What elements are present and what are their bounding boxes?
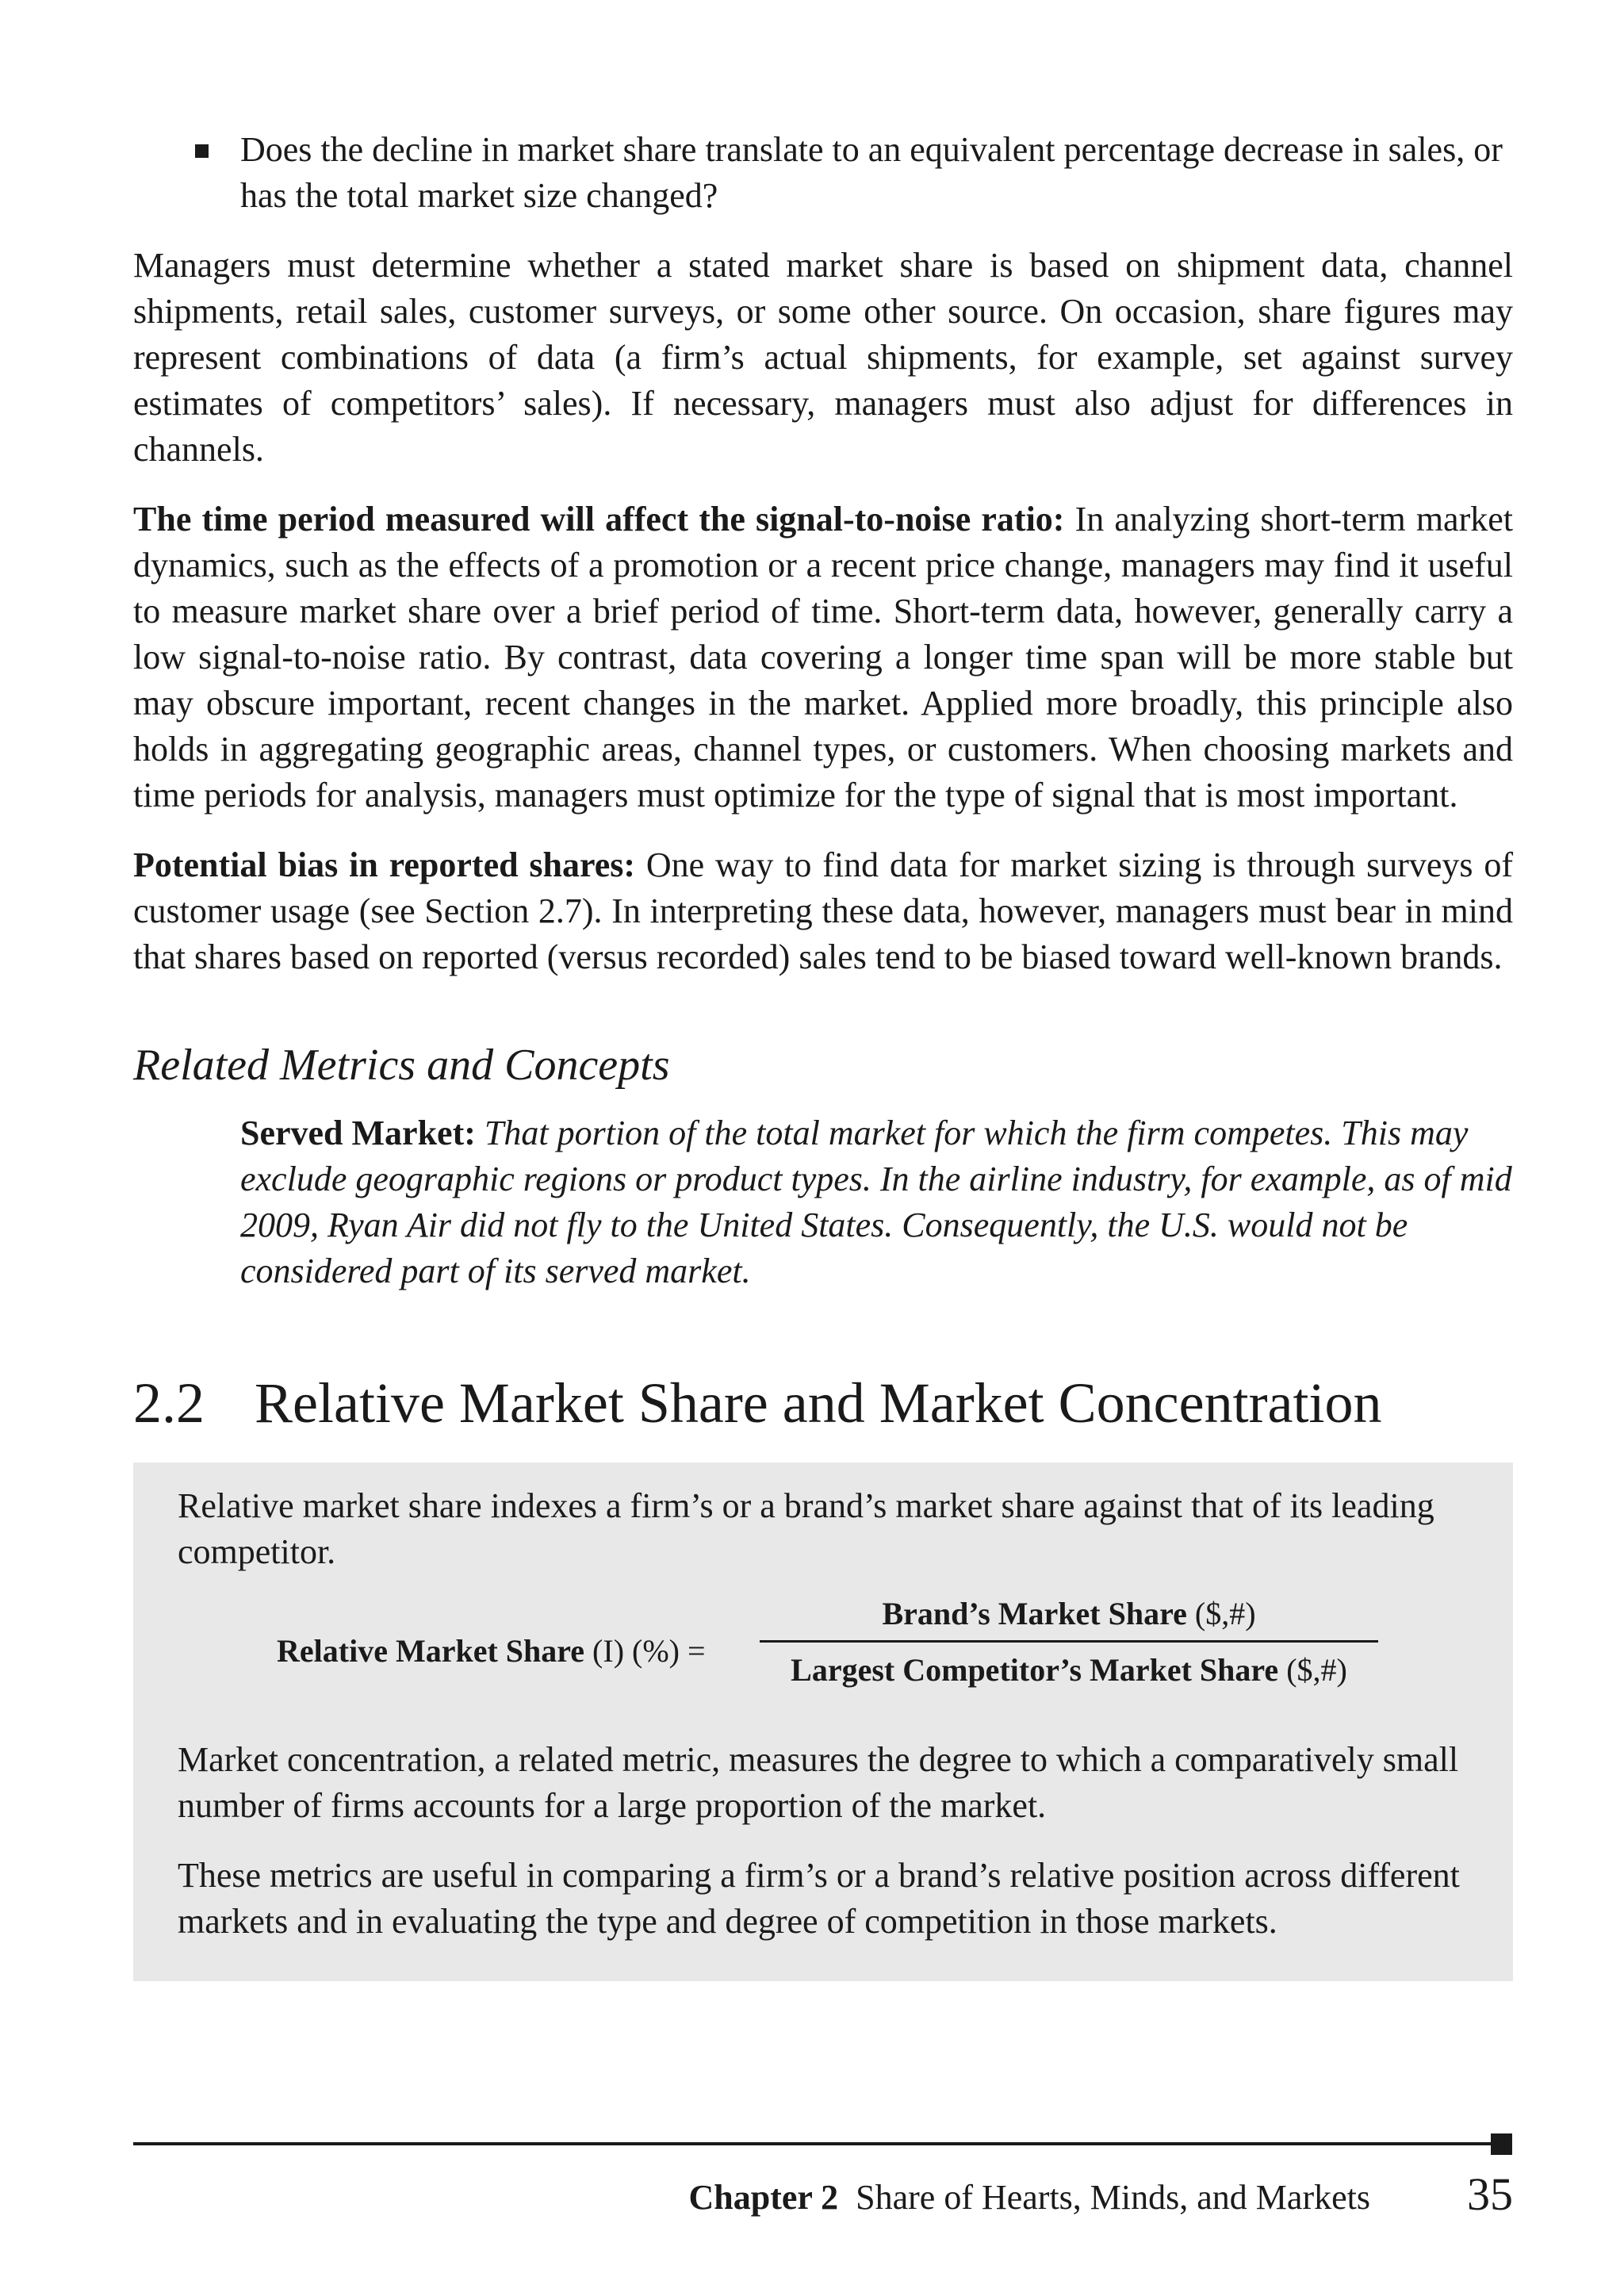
footer-chapter-title: Share of Hearts, Minds, and Markets (856, 2178, 1370, 2217)
bullet-item (133, 127, 1513, 219)
paragraph-time-period (133, 496, 1513, 818)
bullet-text: Does the decline in market share translate to an equivalent percentage decrease in sales, or has the total market size changed? (240, 130, 1503, 215)
formula-lhs-plain: (I) (%) = (592, 1633, 706, 1669)
footer-rule (133, 2142, 1494, 2145)
fraction-bar (760, 1640, 1378, 1643)
formula-denominator (760, 1647, 1378, 1693)
relative-share-formula (178, 1591, 1469, 1710)
footer-square-icon (1491, 2133, 1512, 2155)
paragraph-body: One way to find data for market sizing is through surveys of customer usage (see Section 2.7). In interpreting these data, however, managers must bear in mind that shares based on reported (versus recorded) sales tend to be biased toward well-known brands. (133, 845, 1513, 976)
formula-fraction (760, 1591, 1378, 1693)
served-market-term: Served Market: (240, 1114, 476, 1152)
paragraph-bias (133, 842, 1513, 980)
formula-lhs-bold: Relative Market Share (277, 1633, 593, 1669)
square-bullet-icon (195, 144, 209, 158)
page-body (133, 127, 1513, 1981)
served-market-text: That portion of the total market for which the firm competes. This may exclude geographic regions or product types. In the airline industry, for example, as of mid 2009, Ryan Air did not fly to the United States. Consequently, the U.S. would not be considered part of its served market. (240, 1114, 1512, 1290)
paragraph-data-sources: Managers must determine whether a stated market share is based on shipment data, channel shipments, retail sales, customer surveys, or some other source. On occasion, share figures may represent combinations of data (a firm’s actual shipments, for example, set against survey estimates of competitors’ sales). If necessary, managers must also adjust for differences in channels. (133, 246, 1513, 469)
paragraph-lead: Potential bias in reported shares: (133, 845, 636, 884)
page-number: 35 (1467, 2168, 1513, 2220)
box-usefulness: These metrics are useful in comparing a firm’s or a brand’s relative position across different markets and in evaluating the type and degree of competition in those markets. (178, 1856, 1460, 1941)
denominator-bold: Largest Competitor’s Market Share (791, 1652, 1287, 1688)
section-number: 2.2 (133, 1371, 205, 1435)
paragraph-body: In analyzing short-term market dynamics, such as the effects of a promotion or a recent price change, managers may find it useful to measure market share over a brief period of time. Short-term data, however, generally carry a low signal-to-noise ratio. By contrast, data covering a longer time span will be more stable but may obscure important, recent changes in the market. Applied more broadly, this principle also holds in aggregating geographic areas, channel types, or customers. When choosing markets and time periods for analysis, managers must optimize for the type of signal that is most important. (133, 500, 1513, 815)
numerator-plain: ($,#) (1194, 1596, 1256, 1631)
summary-box (133, 1463, 1513, 1981)
running-footer (689, 2175, 1371, 2221)
served-market-definition (133, 1110, 1513, 1294)
box-intro: Relative market share indexes a firm’s or a brand’s market share against that of its leading competitor. (178, 1486, 1434, 1571)
formula-numerator (760, 1591, 1378, 1637)
denominator-plain: ($,#) (1286, 1652, 1347, 1688)
section-title: Relative Market Share and Market Concentration (255, 1371, 1382, 1435)
numerator-bold: Brand’s Market Share (882, 1596, 1195, 1631)
section-heading (133, 1367, 1513, 1439)
footer-chapter: Chapter 2 (688, 2178, 839, 2217)
paragraph-lead: The time period measured will affect the signal-to-noise ratio: (133, 500, 1065, 539)
box-concentration: Market concentration, a related metric, measures the degree to which a comparatively small number of firms accounts for a large proportion of the market. (178, 1740, 1459, 1825)
related-metrics-heading: Related Metrics and Concepts (133, 1041, 670, 1090)
formula-lhs (277, 1632, 706, 1670)
